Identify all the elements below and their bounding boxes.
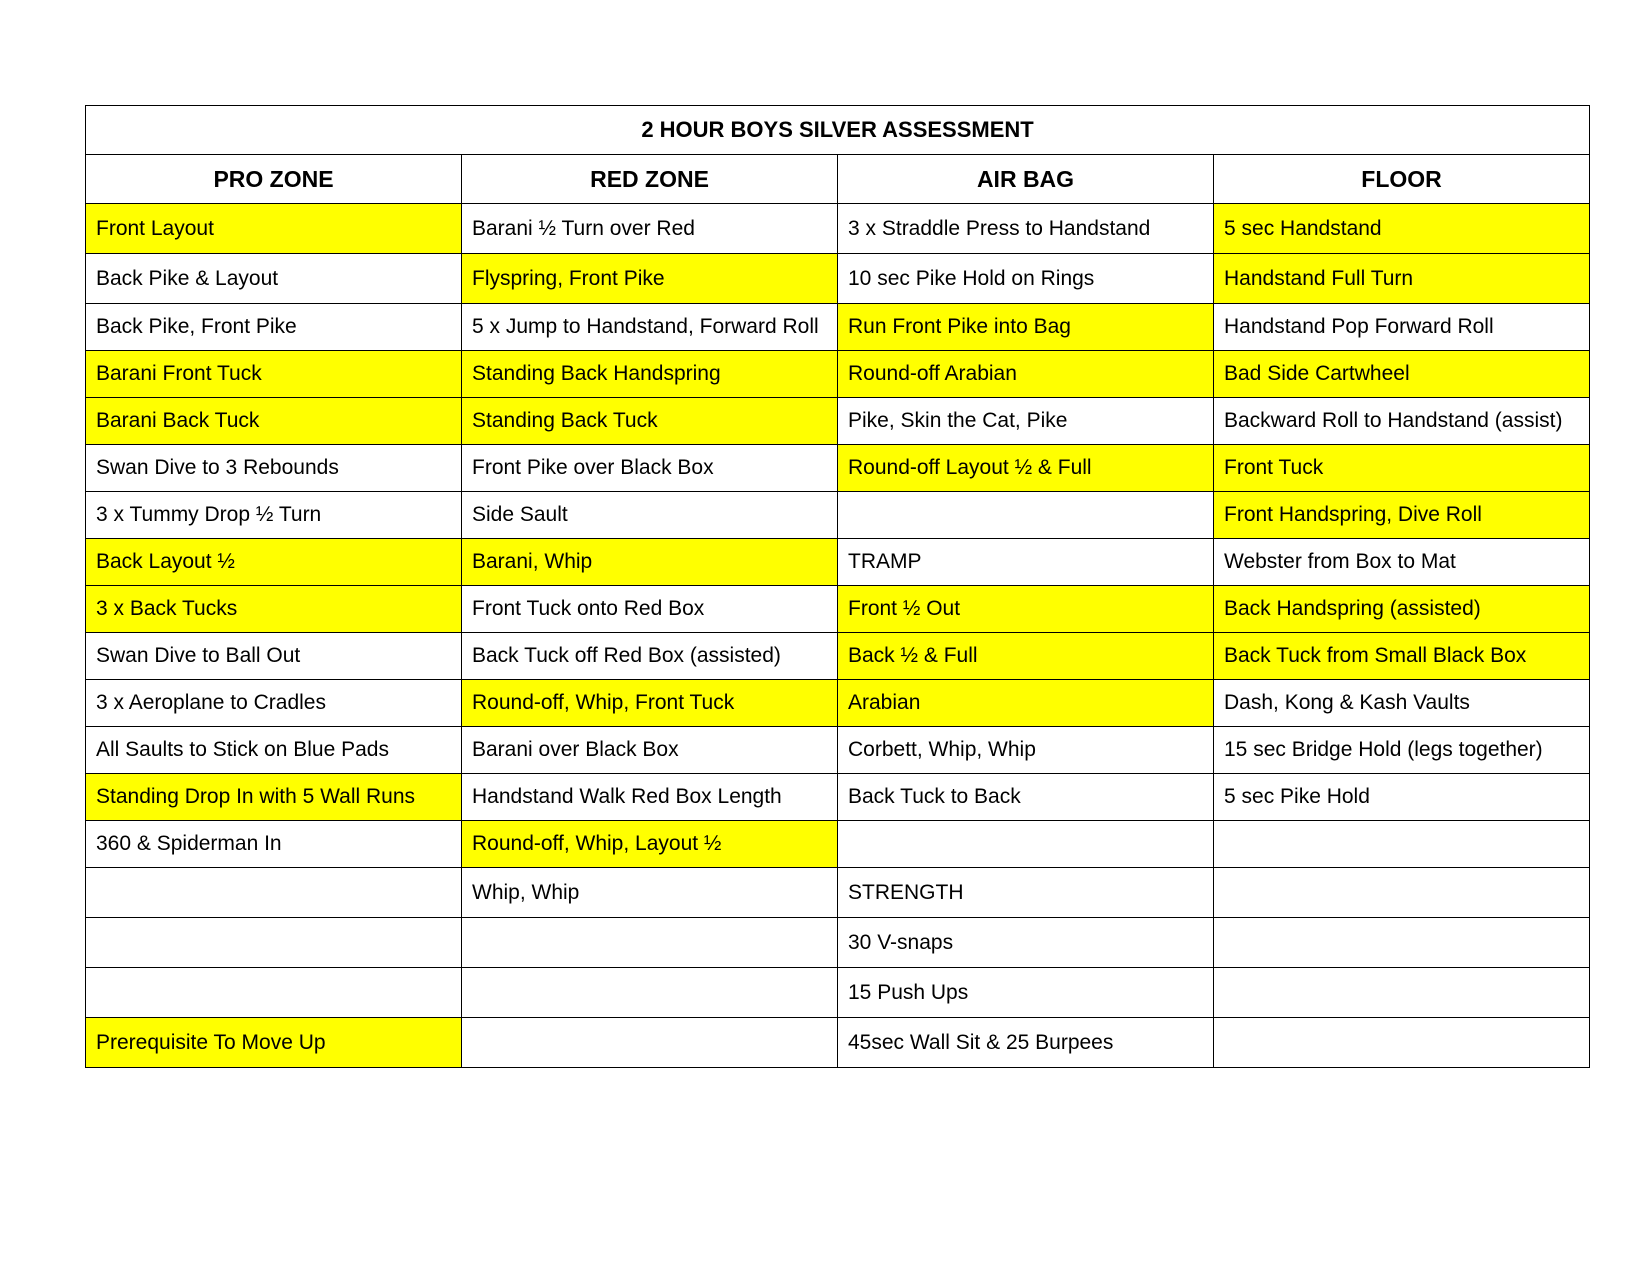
table-cell: Barani over Black Box — [462, 727, 838, 774]
table-row — [86, 492, 1590, 539]
prerequisite-label: Prerequisite To Move Up — [86, 1018, 462, 1068]
table-row — [86, 918, 1590, 968]
table-cell: Round-off Arabian — [838, 351, 1214, 398]
table-cell: 3 x Aeroplane to Cradles — [86, 680, 462, 727]
table-cell: 5 sec Pike Hold — [1214, 774, 1590, 821]
section-label-strength: STRENGTH — [838, 868, 1214, 918]
table-row — [86, 204, 1590, 254]
table-cell: Front Layout — [86, 204, 462, 254]
table-cell: Round-off, Whip, Layout ½ — [462, 821, 838, 868]
table-cell — [1214, 821, 1590, 868]
table-cell: Back ½ & Full — [838, 633, 1214, 680]
table-cell: Front Tuck onto Red Box — [462, 586, 838, 633]
table-cell: Handstand Walk Red Box Length — [462, 774, 838, 821]
title-row — [86, 106, 1590, 155]
column-header-red-zone: RED ZONE — [462, 155, 838, 204]
table-cell: Swan Dive to 3 Rebounds — [86, 445, 462, 492]
table-cell: Run Front Pike into Bag — [838, 304, 1214, 351]
table-cell: 5 sec Handstand — [1214, 204, 1590, 254]
table-cell: Round-off Layout ½ & Full — [838, 445, 1214, 492]
table-cell — [462, 968, 838, 1018]
table-cell: 10 sec Pike Hold on Rings — [838, 254, 1214, 304]
table-cell: Corbett, Whip, Whip — [838, 727, 1214, 774]
table-row — [86, 633, 1590, 680]
table-cell: Back Layout ½ — [86, 539, 462, 586]
table-cell: Pike, Skin the Cat, Pike — [838, 398, 1214, 445]
table-row — [86, 1018, 1590, 1068]
table-row — [86, 398, 1590, 445]
column-header-air-bag: AIR BAG — [838, 155, 1214, 204]
table-cell: Standing Back Tuck — [462, 398, 838, 445]
table-row — [86, 304, 1590, 351]
table-cell: Barani Back Tuck — [86, 398, 462, 445]
table-cell: Standing Back Handspring — [462, 351, 838, 398]
table-cell: Bad Side Cartwheel — [1214, 351, 1590, 398]
table-cell: Backward Roll to Handstand (assist) — [1214, 398, 1590, 445]
table-row — [86, 586, 1590, 633]
table-cell: 5 x Jump to Handstand, Forward Roll — [462, 304, 838, 351]
table-cell — [1214, 1018, 1590, 1068]
table-cell: Back Handspring (assisted) — [1214, 586, 1590, 633]
table-cell: Barani, Whip — [462, 539, 838, 586]
table-cell — [1214, 918, 1590, 968]
table-cell — [1214, 968, 1590, 1018]
table-cell: Side Sault — [462, 492, 838, 539]
table-cell: Barani ½ Turn over Red — [462, 204, 838, 254]
table-cell — [1214, 868, 1590, 918]
column-header-pro-zone: PRO ZONE — [86, 155, 462, 204]
section-label-tramp: TRAMP — [838, 539, 1214, 586]
table-cell: 15 sec Bridge Hold (legs together) — [1214, 727, 1590, 774]
table-cell: 3 x Back Tucks — [86, 586, 462, 633]
table-cell — [462, 918, 838, 968]
table-cell: All Saults to Stick on Blue Pads — [86, 727, 462, 774]
table-cell: 45sec Wall Sit & 25 Burpees — [838, 1018, 1214, 1068]
table-row — [86, 680, 1590, 727]
table-cell: Back Tuck from Small Black Box — [1214, 633, 1590, 680]
table-cell: Front ½ Out — [838, 586, 1214, 633]
table-cell: Whip, Whip — [462, 868, 838, 918]
table-cell — [86, 918, 462, 968]
table-cell — [838, 492, 1214, 539]
assessment-table — [85, 105, 1590, 1068]
table-cell — [86, 968, 462, 1018]
table-cell: Back Tuck to Back — [838, 774, 1214, 821]
column-header-floor: FLOOR — [1214, 155, 1590, 204]
table-cell: Swan Dive to Ball Out — [86, 633, 462, 680]
table-row — [86, 254, 1590, 304]
header-row — [86, 155, 1590, 204]
table-cell: Back Tuck off Red Box (assisted) — [462, 633, 838, 680]
table-row — [86, 445, 1590, 492]
table-cell — [462, 1018, 838, 1068]
table-row — [86, 727, 1590, 774]
table-cell: 30 V-snaps — [838, 918, 1214, 968]
table-row — [86, 774, 1590, 821]
table-cell: Back Pike & Layout — [86, 254, 462, 304]
table-row — [86, 968, 1590, 1018]
table-cell: 360 & Spiderman In — [86, 821, 462, 868]
table-cell: Standing Drop In with 5 Wall Runs — [86, 774, 462, 821]
table-cell: Front Tuck — [1214, 445, 1590, 492]
table-cell: Handstand Pop Forward Roll — [1214, 304, 1590, 351]
table-cell — [86, 868, 462, 918]
table-cell: Barani Front Tuck — [86, 351, 462, 398]
table-cell: 3 x Tummy Drop ½ Turn — [86, 492, 462, 539]
table-cell: Front Handspring, Dive Roll — [1214, 492, 1590, 539]
table-row — [86, 539, 1590, 586]
table-cell: Handstand Full Turn — [1214, 254, 1590, 304]
table-cell: 3 x Straddle Press to Handstand — [838, 204, 1214, 254]
table-cell: Round-off, Whip, Front Tuck — [462, 680, 838, 727]
table-title: 2 HOUR BOYS SILVER ASSESSMENT — [86, 106, 1590, 155]
table-cell: 15 Push Ups — [838, 968, 1214, 1018]
table-row — [86, 351, 1590, 398]
table-cell: Dash, Kong & Kash Vaults — [1214, 680, 1590, 727]
table-row — [86, 821, 1590, 868]
table-cell: Webster from Box to Mat — [1214, 539, 1590, 586]
table-cell — [838, 821, 1214, 868]
table-cell: Back Pike, Front Pike — [86, 304, 462, 351]
table-cell: Front Pike over Black Box — [462, 445, 838, 492]
table-cell: Arabian — [838, 680, 1214, 727]
table-cell: Flyspring, Front Pike — [462, 254, 838, 304]
table-row — [86, 868, 1590, 918]
